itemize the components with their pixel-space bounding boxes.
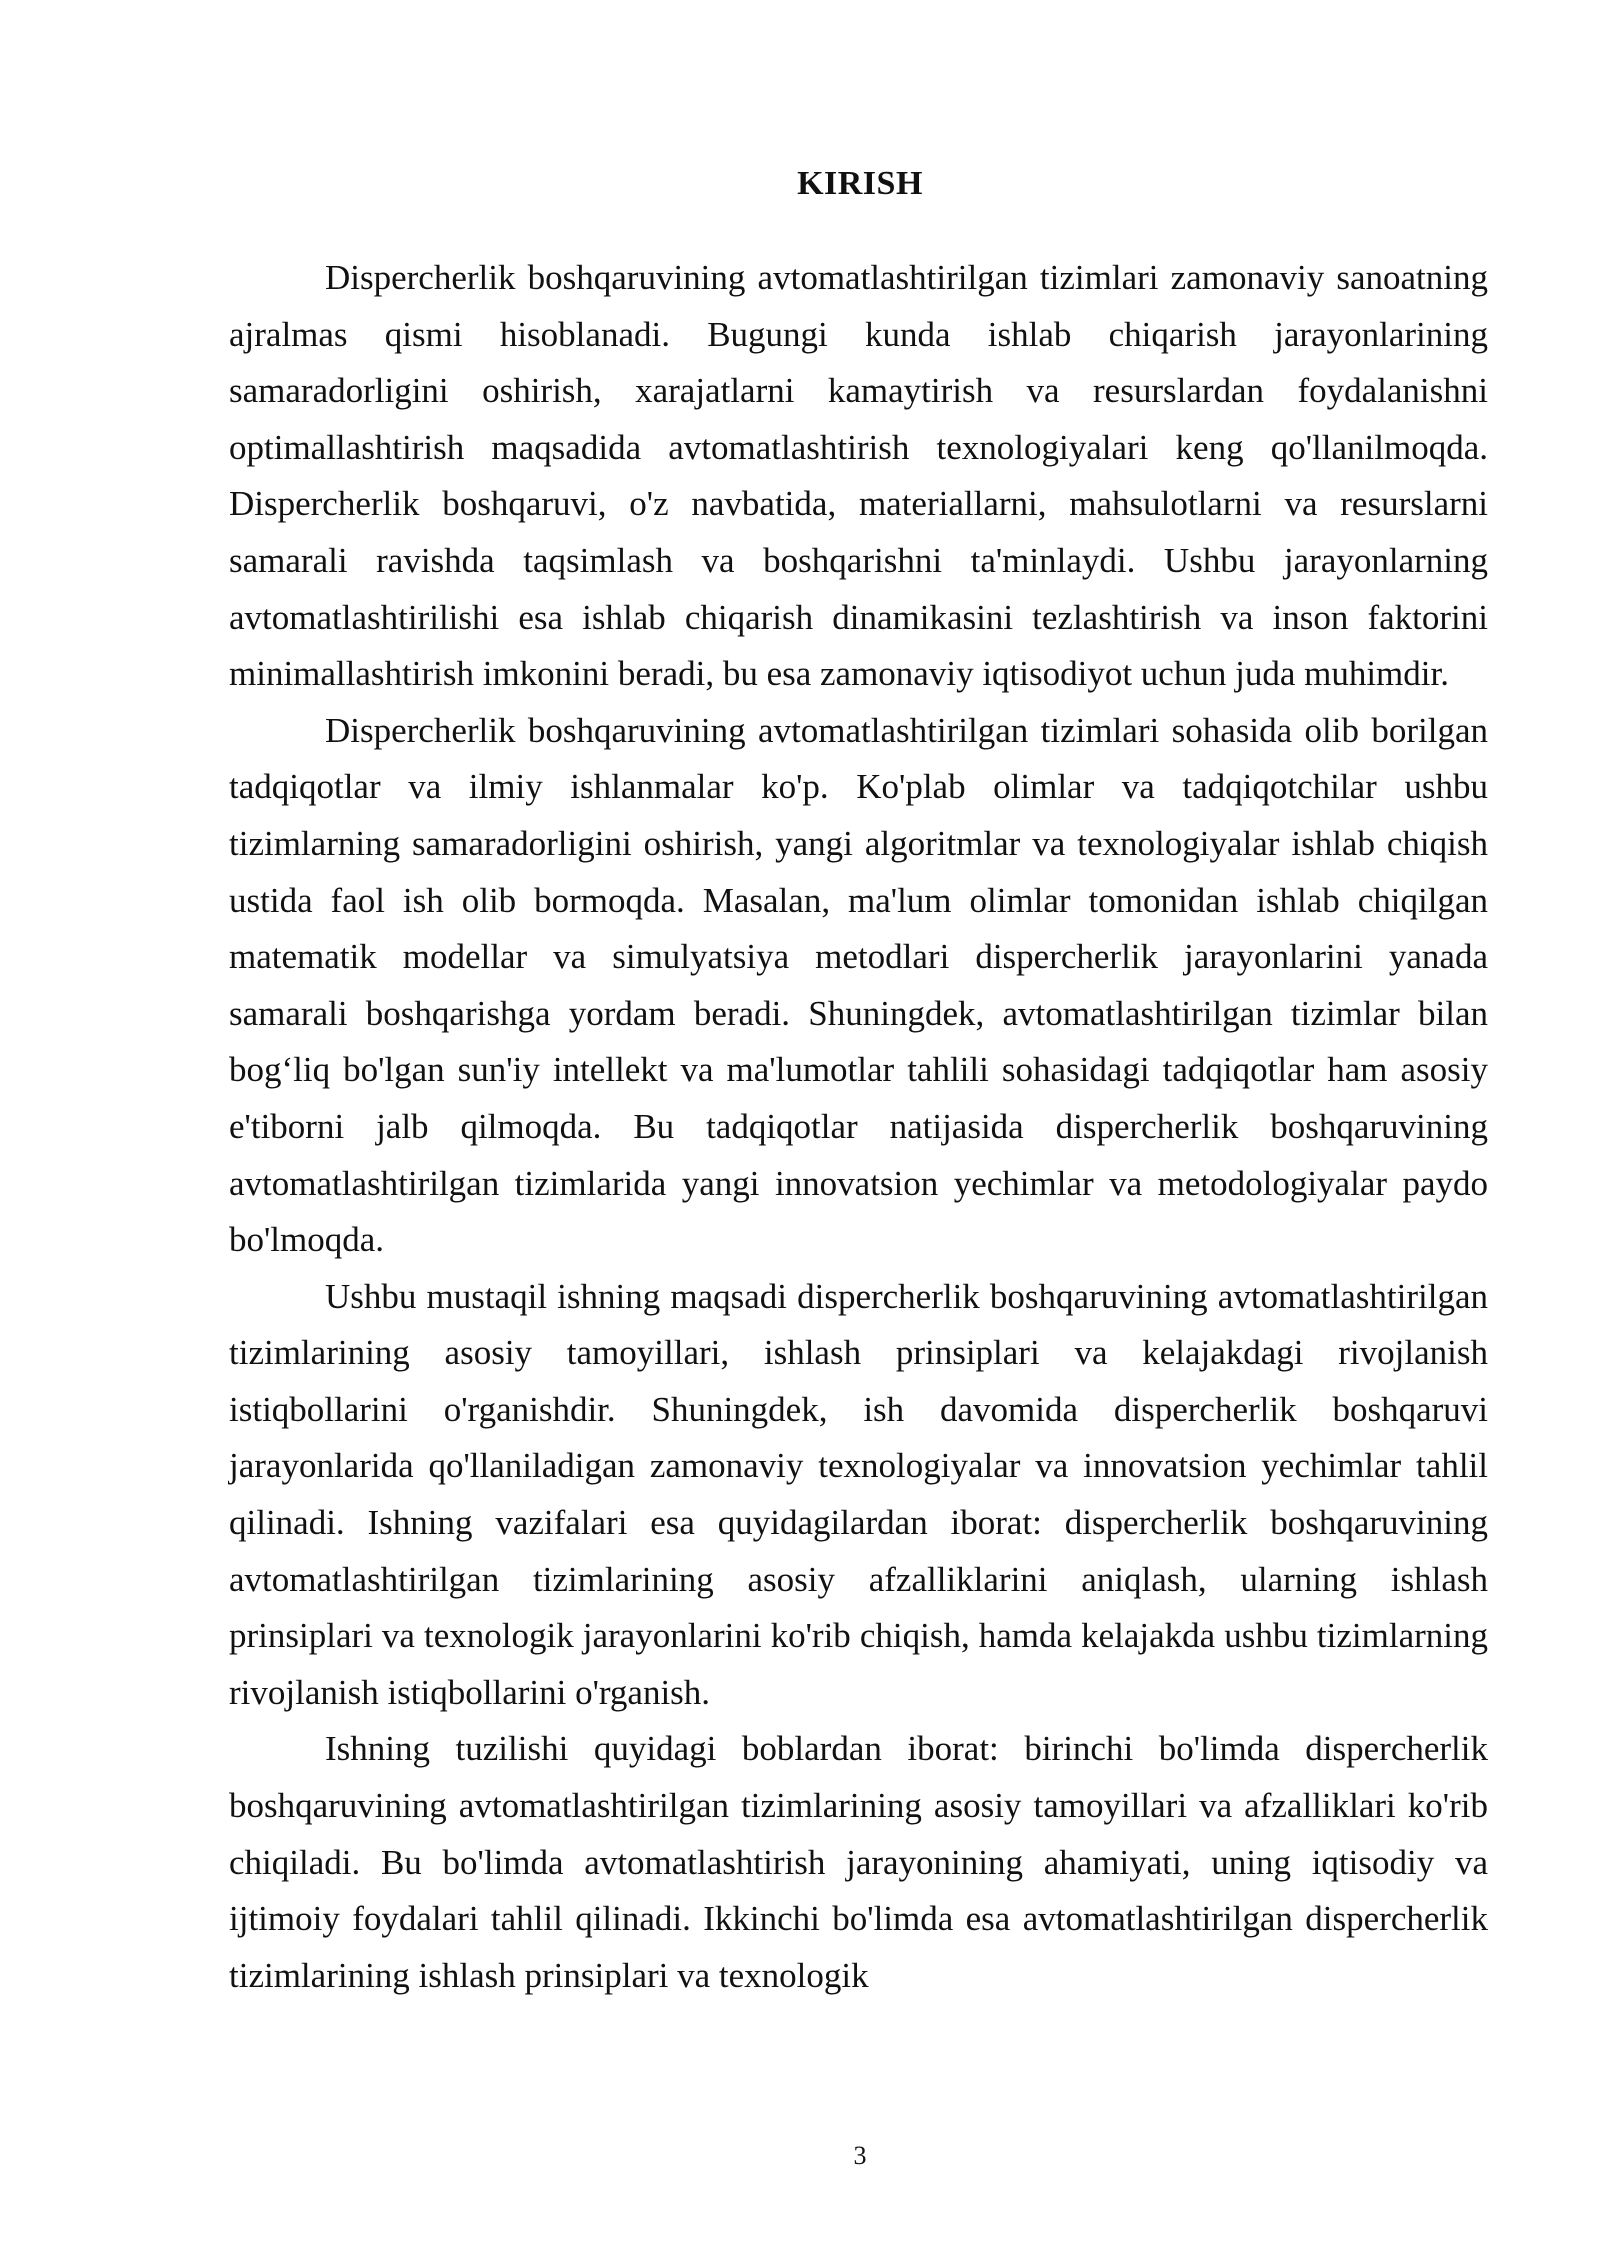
paragraph-1: Dispercherlik boshqaruvining avtomatlashtirilgan tizimlari zamonaviy sanoatning ajralmas qismi hisoblanadi. Bugungi kunda ishlab chiqarish jarayonlarining samaradorligini oshirish, xarajatlarni kamaytirish va resurslardan foydalanishni optimallashtirish maqsadida avtomatlashtirish texnologiyalari keng qo'llanilmoqda. Dispercherlik boshqaruvi, o'z navbatida, materiallarni, mahsulotlarni va resurslarni samarali ravishda taqsimlash va boshqarishni ta'minlaydi. Ushbu jarayonlarning avtomatlashtirilishi esa ishlab chiqarish dinamikasini tezlashtirish va inson faktorini minimallashtirish imkonini beradi, bu esa zamonaviy iqtisodiyot uchun juda muhimdir. (229, 258, 1488, 694)
paragraph-2: Dispercherlik boshqaruvining avtomatlashtirilgan tizimlari sohasida olib borilgan tadqiqotlar va ilmiy ishlanmalar ko'p. Ko'plab olimlar va tadqiqotchilar ushbu tizimlarning samaradorligini oshirish, yangi algoritmlar va texnologiyalar ishlab chiqish ustida faol ish olib bormoqda. Masalan, ma'lum olimlar tomonidan ishlab chiqilgan matematik modellar va simulyatsiya metodlari dispercherlik jarayonlarini yanada samarali boshqarishga yordam beradi. Shuningdek, avtomatlashtirilgan tizimlar bilan bog‘liq bo'lgan sun'iy intellekt va ma'lumotlar tahlili sohasidagi tadqiqotlar ham asosiy e'tiborni jalb qilmoqda. Bu tadqiqotlar natijasida dispercherlik boshqaruvining avtomatlashtirilgan tizimlarida yangi innovatsion yechimlar va metodologiyalar paydo bo'lmoqda. (229, 710, 1488, 1260)
paragraph-3: Ushbu mustaqil ishning maqsadi dispercherlik boshqaruvining avtomatlashtirilgan tizimlarining asosiy tamoyillari, ishlash prinsiplari va kelajakdagi rivojlanish istiqbollarini o'rganishdir. Shuningdek, ish davomida dispercherlik boshqaruvi jarayonlarida qo'llaniladigan zamonaviy texnologiyalar va innovatsion yechimlar tahlil qilinadi. Ishning vazifalari esa quyidagilardan iborat: dispercherlik boshqaruvining avtomatlashtirilgan tizimlarining asosiy afzalliklarini aniqlash, ularning ishlash prinsiplari va texnologik jarayonlarini ko'rib chiqish, hamda kelajakda ushbu tizimlarning rivojlanish istiqbollarini o'rganish. (229, 1276, 1488, 1712)
page-number: 3 (853, 2141, 867, 2170)
section-title: KIRISH (797, 165, 923, 202)
paragraph-4: Ishning tuzilishi quyidagi boblardan iborat: birinchi bo'limda dispercherlik boshqaruvining avtomatlashtirilgan tizimlarining asosiy tamoyillari va afzalliklari ko'rib chiqiladi. Bu bo'limda avtomatlashtirish jarayonining ahamiyati, uning iqtisodiy va ijtimoiy foydalari tahlil qilinadi. Ikkinchi bo'limda esa avtomatlashtirilgan dispercherlik tizimlarining ishlash prinsiplari va texnologik (229, 1729, 1488, 1995)
body-text (229, 250, 1488, 2004)
